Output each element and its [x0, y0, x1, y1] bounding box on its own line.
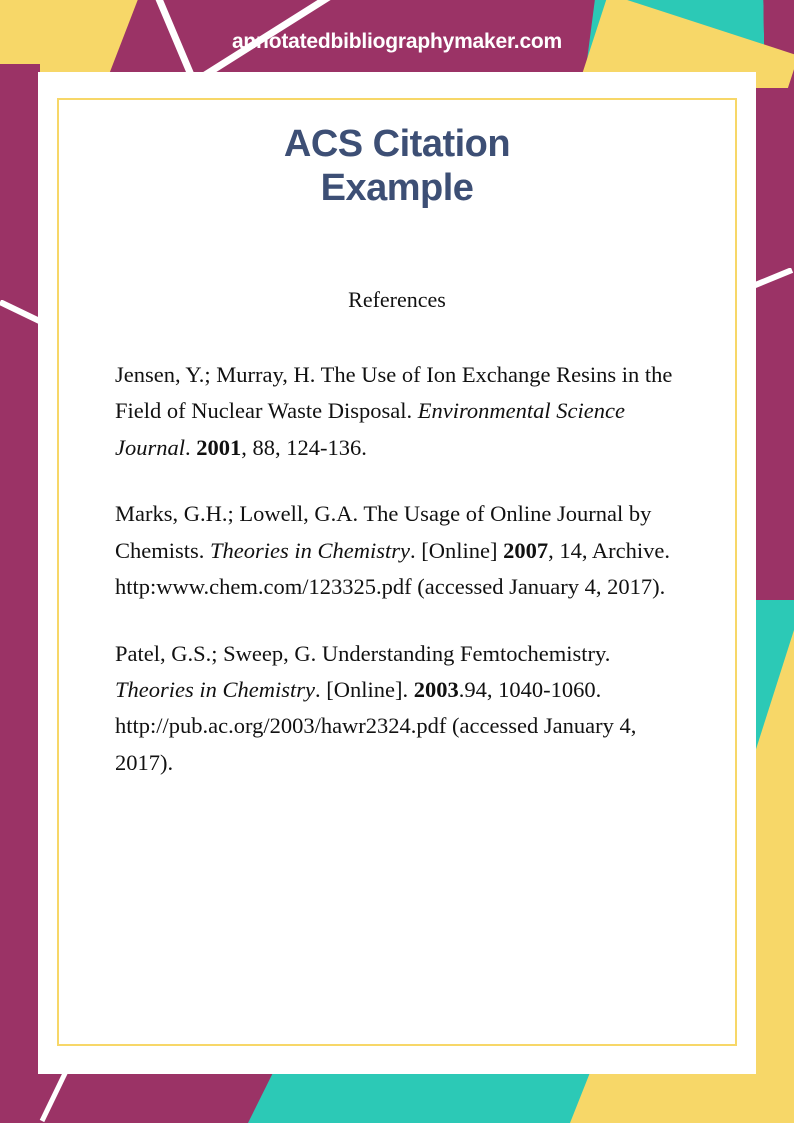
page-title-line-1: ACS Citation — [283, 123, 511, 165]
citation-2-medium: [Online] — [421, 537, 498, 563]
citation-2-year: 2007 — [503, 537, 549, 563]
citation-1-pages: 124-136. — [286, 434, 367, 460]
citation-2-extra: Archive. — [591, 537, 670, 563]
document-body — [59, 287, 735, 781]
references-heading: References — [348, 286, 446, 312]
citation-entry-1: Jensen, Y.; Murray, H. The Use of Ion Exchange Resins in the Field of Nuclear Waste Disposal. Environmental Science Journal. 2001, 88, 124-136. — [115, 361, 673, 460]
decor-left-magenta-band — [0, 64, 40, 1064]
citation-2-accessed: (accessed January 4, 2017). — [417, 574, 666, 600]
citation-1-volume: 88 — [252, 434, 275, 460]
citation-1-article-title: The Use of Ion Exchange Resins in the Field of Nuclear Waste Disposal. — [115, 361, 673, 424]
citation-2-authors: Marks, G.H.; Lowell, G.A. — [115, 501, 359, 527]
citation-2-volume: 14 — [559, 537, 582, 563]
page-title — [59, 100, 735, 211]
citation-3-article-title: Understanding Femtochemistry. — [321, 640, 611, 666]
citation-list — [115, 357, 679, 781]
citation-2-article-title: The Usage of Online Journal by Chemists. — [115, 501, 652, 563]
citation-2-url: http:www.chem.com/123325.pdf — [115, 574, 412, 600]
citation-3-volume: .94 — [458, 676, 487, 702]
citation-3-authors: Patel, G.S.; Sweep, G. — [115, 640, 317, 666]
page-title-line-2: Example — [320, 167, 474, 210]
citation-3-medium: [Online]. — [326, 676, 409, 702]
content-card — [38, 72, 756, 1074]
citation-1-year: 2001 — [196, 434, 242, 460]
citation-entry-2: Marks, G.H.; Lowell, G.A. The Usage of Online Journal by Chemists. Theories in Chemistry. [Online] 2007, 14, Archive. http:www.chem.com/123325.pdf (accessed January 4, 2017). — [115, 501, 670, 600]
citation-2-journal: Theories in Chemistry — [210, 537, 411, 563]
citation-3-journal: Theories in Chemistry — [115, 676, 315, 702]
citation-1-journal: Environmental Science Journal — [115, 398, 625, 460]
citation-3-pages: 1040-1060. — [498, 676, 602, 702]
citation-3-url: http://pub.ac.org/2003/hawr2324.pdf — [115, 713, 447, 739]
citation-1-authors: Jensen, Y.; Murray, H. — [115, 361, 316, 387]
citation-3-accessed: (accessed January 4, 2017). — [115, 713, 637, 775]
site-url-header: annotatedbibliographymaker.com — [231, 30, 563, 53]
citation-entry-3: Patel, G.S.; Sweep, G. Understanding Femtochemistry. Theories in Chemistry. [Online]. 2003.94, 1040-1060. http://pub.ac.org/2003/hawr2324.pdf (accessed January 4, 2017). — [115, 640, 637, 775]
citation-3-year: 2003 — [413, 676, 459, 702]
content-card-inner-border — [57, 98, 737, 1046]
